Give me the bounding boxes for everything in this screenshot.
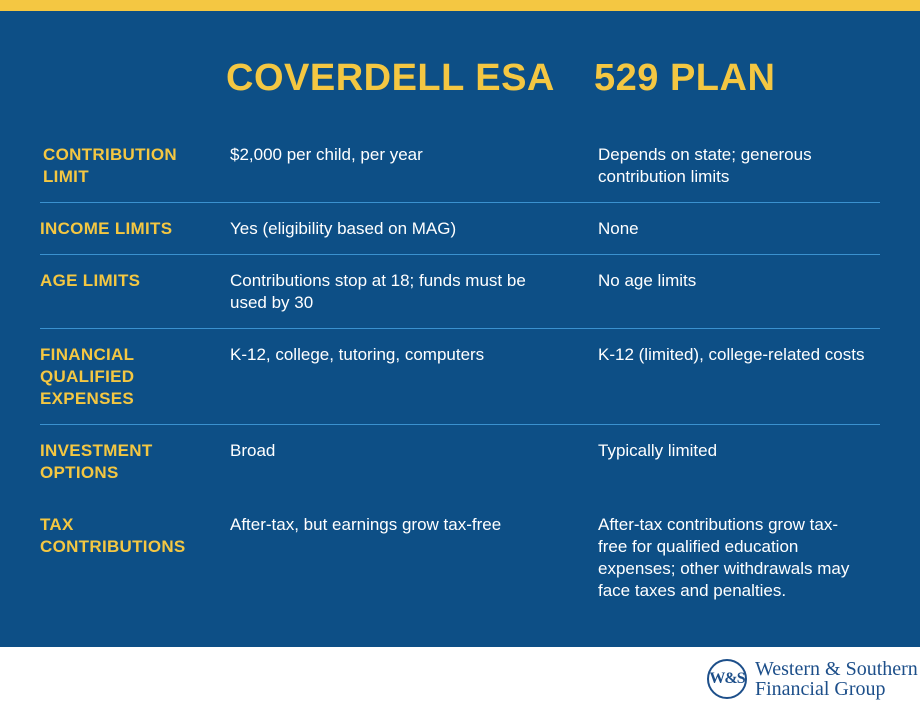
cell-529-age-limits: No age limits: [598, 271, 697, 290]
header-529-plan: 529 PLAN: [594, 57, 776, 99]
cell-529-tax-contributions: After-tax contributions grow tax-free for qualified education expenses; other withdrawals may face taxes and penalties.: [598, 515, 850, 600]
logo-wordmark: [755, 659, 918, 699]
row-divider: [40, 254, 880, 255]
footer: [0, 647, 920, 703]
row-label-qualified-expenses: FINANCIAL QUALIFIED EXPENSES: [40, 345, 135, 408]
cell-529-contribution-limit: Depends on state; generous contribution limits: [598, 145, 812, 186]
top-accent-bar: [0, 0, 920, 11]
cell-esa-investment-options: Broad: [230, 441, 276, 460]
cell-esa-contribution-limit: $2,000 per child, per year: [230, 145, 423, 164]
row-label-contribution-limit: CONTRIBUTION LIMIT: [43, 145, 177, 186]
logo-line-2: Financial Group: [755, 678, 886, 700]
cell-esa-income-limits: Yes (eligibility based on MAG): [230, 219, 457, 238]
row-label-income-limits: INCOME LIMITS: [40, 219, 173, 238]
row-label-age-limits: AGE LIMITS: [40, 271, 141, 290]
comparison-panel: [0, 11, 920, 647]
row-label-tax-contributions: TAX CONTRIBUTIONS: [40, 515, 186, 556]
row-divider: [40, 202, 880, 203]
logo-monogram-icon: W&S: [707, 659, 747, 699]
cell-529-income-limits: None: [598, 219, 639, 238]
row-label-investment-options: INVESTMENT OPTIONS: [40, 441, 153, 482]
cell-529-qualified-expenses: K-12 (limited), college-related costs: [598, 345, 865, 364]
row-divider: [40, 424, 880, 425]
cell-esa-age-limits: Contributions stop at 18; funds must be used by 30: [230, 271, 526, 312]
cell-esa-tax-contributions: After-tax, but earnings grow tax-free: [230, 515, 502, 534]
logo-line-1: Western & Southern: [755, 658, 918, 680]
row-divider: [40, 328, 880, 329]
cell-529-investment-options: Typically limited: [598, 441, 718, 460]
cell-esa-qualified-expenses: K-12, college, tutoring, computers: [230, 345, 485, 364]
header-coverdell-esa: COVERDELL ESA: [226, 57, 555, 99]
company-logo: [707, 657, 919, 703]
